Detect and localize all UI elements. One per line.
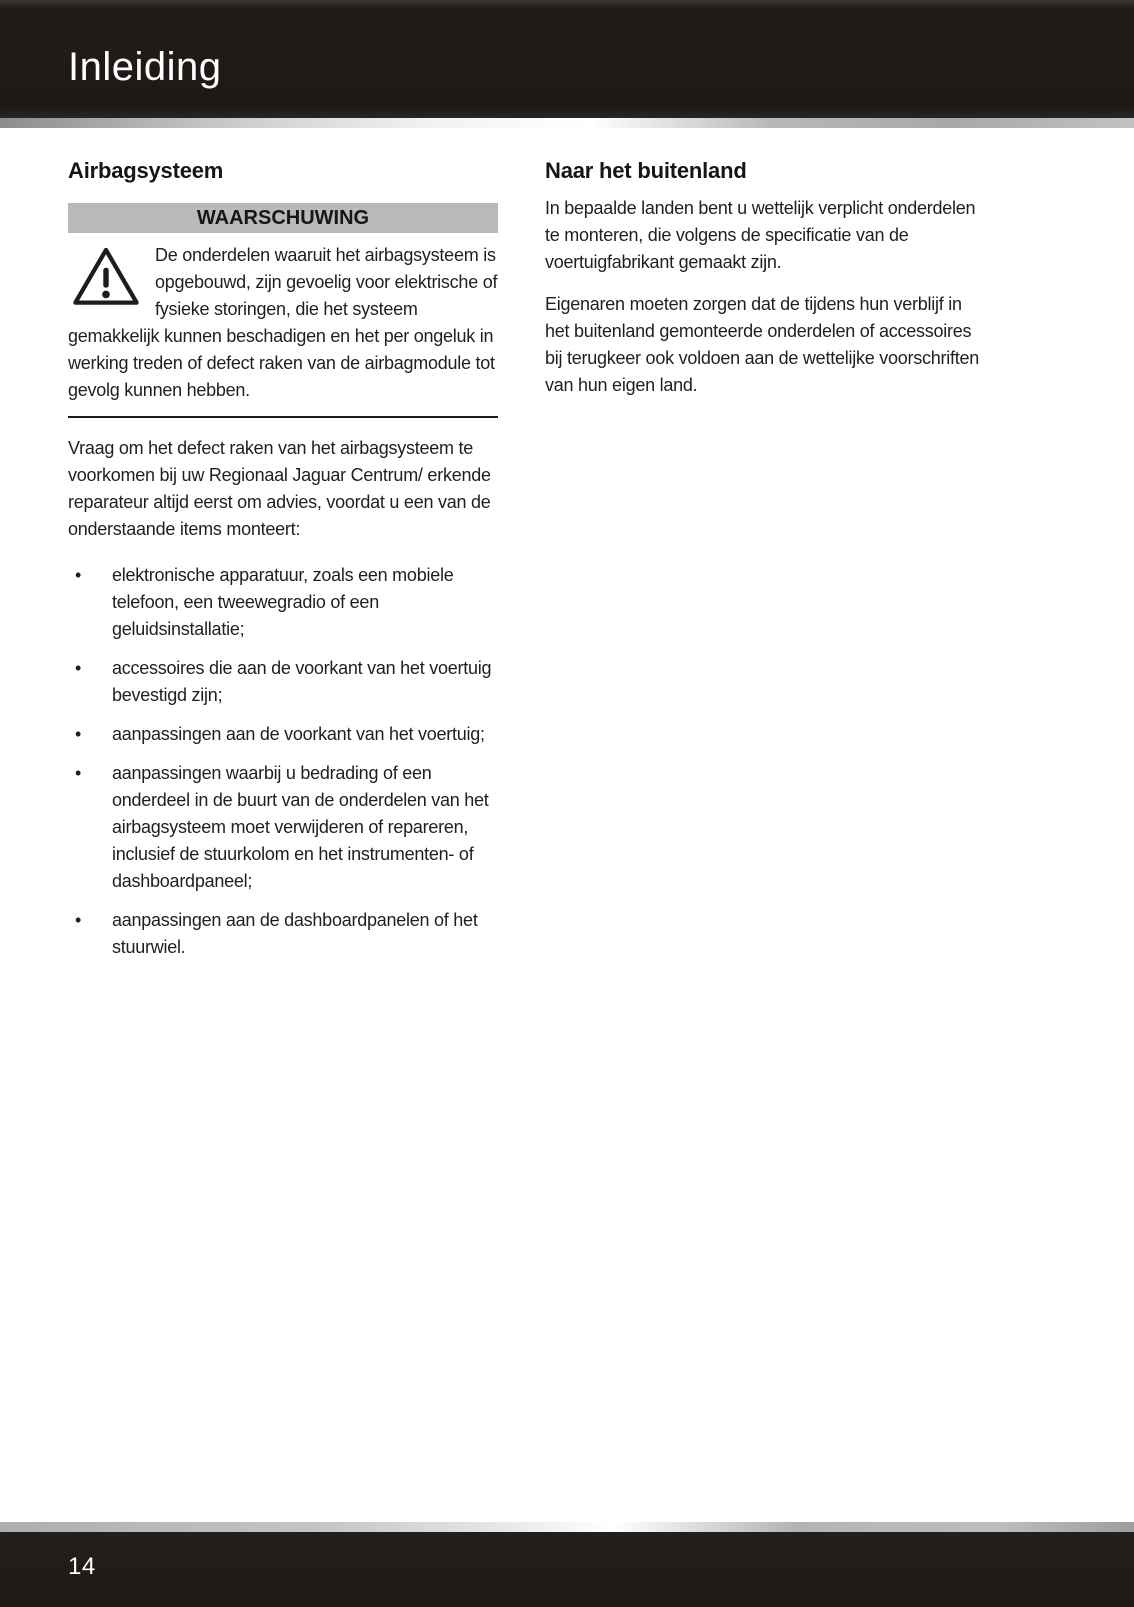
list-item-text: aanpassingen waarbij u bedrading of een onderdeel in de buurt van de onderdelen van het airbagsysteem moet verwijderen of repareren, inclusief de stuurkolom en het instrumenten- of dashboardpaneel; [112,763,489,891]
bullet-marker: • [75,763,82,783]
footer-divider-strip [0,1522,1134,1532]
intro-paragraph: Vraag om het defect raken van het airbagsysteem te voorkomen bij uw Regionaal Jaguar Centrum/ erkende reparateur altijd eerst om advies, voordat u een van de onderstaande items monteert: [68,438,491,539]
section-heading-airbagsysteem: Airbagsysteem [68,158,224,183]
list-item-text: accessoires die aan de voorkant van het voertuig bevestigd zijn; [112,658,492,705]
bullet-marker: • [75,724,82,744]
warning-text: De onderdelen waaruit het airbagsysteem is opgebouwd, zijn gevoelig voor elektrische of fysieke storingen, die het systeem gemakkelijk kunnen beschadigen en het per ongeluk in werking treden of defect raken van de airbagmodule tot gevolg kunnen hebben. [68,245,498,400]
list-item [68,721,498,748]
list-item-text: aanpassingen aan de voorkant van het voertuig; [112,724,485,744]
list-item [68,907,498,961]
header-divider-strip [0,118,1134,128]
list-item-text: aanpassingen aan de dashboardpanelen of het stuurwiel. [112,910,478,957]
bullet-marker: • [75,910,82,930]
warning-box [68,203,498,418]
list-item [68,562,498,643]
paragraph: Eigenaren moeten zorgen dat de tijdens hun verblijf in het buitenland gemonteerde onderdelen of accessoires bij terugkeer ook voldoen aan de wettelijke voorschriften van hun eigen land. [545,294,980,395]
paragraph: In bepaalde landen bent u wettelijk verplicht onderdelen te monteren, die volgens de specificatie van de voertuigfabrikant gemaakt zijn. [545,198,976,272]
left-column [68,158,498,1522]
bullet-marker: • [75,565,82,585]
items-list [68,562,498,961]
list-item-text: elektronische apparatuur, zoals een mobiele telefoon, een tweewegradio of een geluidsinstallatie; [112,565,454,639]
warning-triangle-icon [70,245,142,309]
page-header [0,0,1134,118]
page-content [0,128,1134,1522]
list-item [68,760,498,895]
bullet-marker: • [75,658,82,678]
warning-title-bar: WAARSCHUWING [68,203,498,233]
right-column [545,158,985,1522]
section-heading-buitenland: Naar het buitenland [545,158,747,183]
page-number: 14 [68,1552,96,1580]
list-item [68,655,498,709]
warning-body [68,233,498,418]
page-footer [0,1532,1134,1607]
chapter-title: Inleiding [68,44,222,89]
